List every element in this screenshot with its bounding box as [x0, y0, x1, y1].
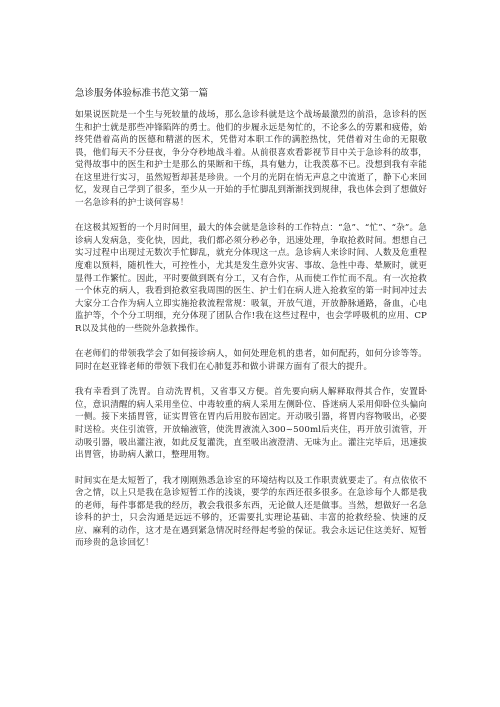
paragraph-1: 如果说医院是一个生与死较量的战场，那么急诊科就是这个战场最激烈的前沿，急诊科的医生和护士就是那些冲锋陷阵的勇士。他们的步履永远是匆忙的，不论多么的劳累和疲倦，始终凭借着高尚的医德和精湛的医术，凭借对本职工作的满腔热忱，凭借着对生命的无限敬畏，他们每天不分昼夜，争分夺秒地战斗着。从前很喜欢看影视节目中关于急诊科的故事，觉得故事中的医生和护士是那么的果断和干练，具有魅力，让我羡慕不已。没想到我有幸能在这里进行实习，虽然短暂却甚是珍贵。一个月的光阴在悄无声息之中流逝了，静下心来回忆，发现自己学到了很多，至少从一开始的手忙脚乱到渐渐找到规律，我也体会到了想做好一名急诊科的护士谈何容易！ [75, 110, 427, 208]
document-title: 急诊服务体验标准书范文第一篇 [75, 88, 209, 99]
paragraph-4: 我有幸看到了洗胃。自动洗胃机，又省事又方便。首先要向病人解释取得其合作，安置卧位，意识清醒的病人采用坐位、中毒较重的病人采用左侧卧位、昏迷病人采用仰卧位头偏向一侧。接下来插胃管，证实胃管在胃内后用胶布固定。开动吸引器，将胃内容物吸出，必要时送检。夹住引流管，开放输液管，使洗胃液流入300~500ml后夹住，再开放引流管，开动吸引器，吸出灌注液，如此反复灌洗，直至吸出液澄清、无味为止。灌注完毕后，迅速拔出胃管，协助病人漱口，整理用物。 [75, 387, 427, 461]
paragraph-5: 时间实在是太短暂了，我才刚刚熟悉急诊室的环境结构以及工作职责就要走了。有点依依不舍之情，以上只是我在急诊短暂工作的浅谈，要学的东西还很多很多。在急诊每个人都是我的老师，每件事都是我的经历，教会我很多东西，无论做人还是做事。当然，想做好一名急诊科的护士，只会沟通是远远不够的，还需要扎实理论基础、丰富的抢救经验、快速的反应、麻利的动作，这才是在遇到紧急情况时经得起考验的保证。我会永远记住这美好、短暂而珍贵的急诊回忆！ [75, 475, 427, 549]
paragraph-3: 在老师们的带领我学会了如何接诊病人，如何处理危机的患者，如何配药，如何分诊等等。同时在赵亚锋老师的带领下我们在心肺复苏和做小讲课方面有了很大的提升。 [75, 349, 427, 372]
document-page [75, 88, 427, 563]
paragraph-2: 在这极其短暂的一个月时间里，最大的体会就是急诊科的工作特点：“急”、“忙”、“杂”。急诊病人发病急，变化快，因此，我们都必须分秒必争，迅速处理，争取抢救时间。想想自己实习过程中出现过无数次手忙脚乱，就充分体现这一点。急诊病人来诊时间、人数及危重程度难以预料，随机性大，可控性小，尤其是发生意外灾害、事故、急性中毒、晕厥时，就更显得工作繁忙。因此，平时要做到既有分工，又有合作，从而使工作忙而不乱。有一次抢救一个休克的病人，我看到抢救室我周围的医生、护士们在病人进入抢救室的第一时间冲过去大家分工合作为病人立即实施抢救流程常规：吸氧，开放气道，开放静脉通路，备血，心电监护等，个个分工明细，充分体现了团队合作!我在这些过程中，也会学呼吸机的应用、CPR以及其他的一些院外急救操作。 [75, 223, 427, 334]
